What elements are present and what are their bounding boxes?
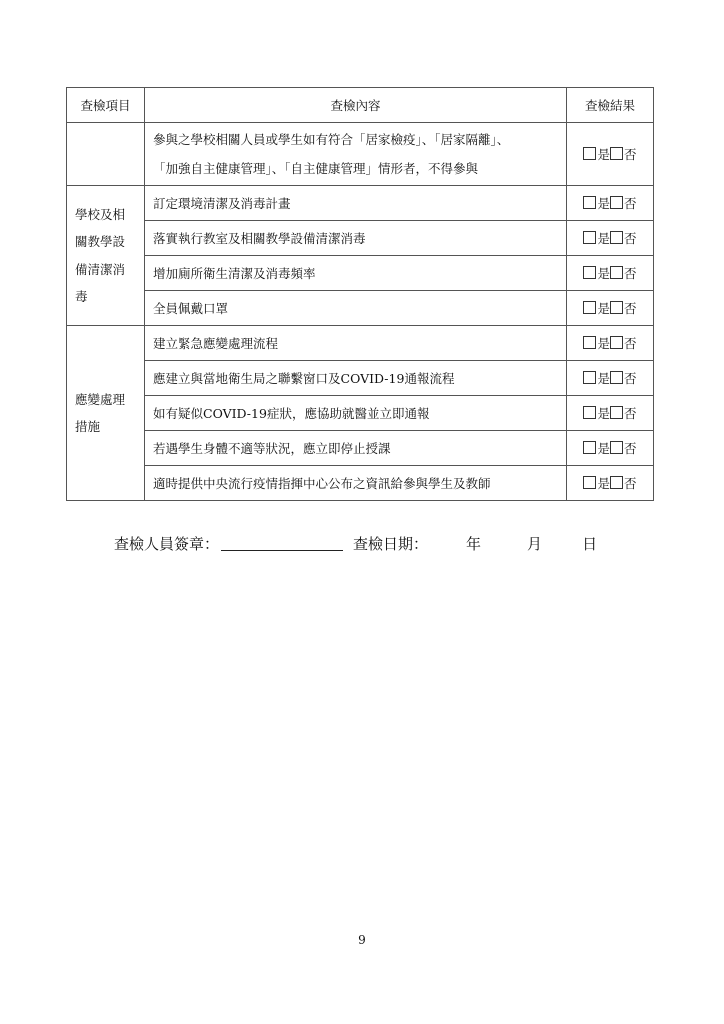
- no-label: 否: [624, 371, 637, 386]
- yes-checkbox[interactable]: [583, 266, 596, 279]
- result-cell: [567, 326, 654, 361]
- header-content: 查檢內容: [145, 88, 567, 123]
- content-cell: 落實執行教室及相關教學設備清潔消毒: [145, 221, 567, 256]
- yes-checkbox[interactable]: [583, 476, 596, 489]
- yes-label: 是: [597, 371, 610, 386]
- yes-label: 是: [597, 266, 610, 281]
- yes-label: 是: [597, 231, 610, 246]
- content-cell: 適時提供中央流行疫情指揮中心公布之資訊給參與學生及教師: [145, 466, 567, 501]
- yes-label: 是: [597, 476, 610, 491]
- yes-label: 是: [597, 336, 610, 351]
- content-cell: 增加廁所衛生清潔及消毒頻率: [145, 256, 567, 291]
- table-row: [67, 396, 654, 431]
- result-cell: [567, 221, 654, 256]
- year-label: 年: [466, 535, 482, 553]
- no-label: 否: [624, 147, 637, 162]
- table-header-row: [67, 88, 654, 123]
- item-line: 應變處理: [75, 391, 126, 407]
- no-label: 否: [624, 476, 637, 491]
- no-checkbox[interactable]: [610, 371, 623, 384]
- table-row: [67, 326, 654, 361]
- no-checkbox[interactable]: [610, 441, 623, 454]
- no-label: 否: [624, 196, 637, 211]
- yes-checkbox[interactable]: [583, 147, 596, 160]
- content-line: 「加強自主健康管理」、「自主健康管理」情形者，不得參與: [153, 161, 479, 176]
- no-checkbox[interactable]: [610, 196, 623, 209]
- no-label: 否: [624, 441, 637, 456]
- result-cell: [567, 186, 654, 221]
- item-line: 毒: [75, 289, 88, 304]
- item-cell-response: [67, 326, 145, 501]
- content-cell: 如有疑似COVID-19症狀，應協助就醫並立即通報: [145, 396, 567, 431]
- signature-field[interactable]: [221, 550, 343, 551]
- result-cell: [567, 466, 654, 501]
- content-cell: 應建立與當地衛生局之聯繫窗口及COVID-19通報流程: [145, 361, 567, 396]
- content-cell: 若遇學生身體不適等狀況，應立即停止授課: [145, 431, 567, 466]
- day-label: 日: [582, 535, 598, 553]
- table-row: [67, 256, 654, 291]
- no-label: 否: [624, 406, 637, 421]
- inspection-checklist-table: [66, 87, 654, 501]
- result-cell: [567, 431, 654, 466]
- yes-checkbox[interactable]: [583, 231, 596, 244]
- no-label: 否: [624, 266, 637, 281]
- page-number: 9: [358, 933, 366, 947]
- result-cell: [567, 256, 654, 291]
- result-cell: [567, 396, 654, 431]
- yes-checkbox[interactable]: [583, 301, 596, 314]
- item-line: 措施: [75, 419, 101, 434]
- table-row: [67, 221, 654, 256]
- item-cell-cleaning: [67, 186, 145, 326]
- no-label: 否: [624, 301, 637, 316]
- table-row: [67, 123, 654, 186]
- item-line: 關教學設: [75, 234, 126, 249]
- yes-checkbox[interactable]: [583, 336, 596, 349]
- item-cell-empty: [67, 123, 145, 186]
- table-row: [67, 431, 654, 466]
- yes-checkbox[interactable]: [583, 371, 596, 384]
- result-cell: [567, 291, 654, 326]
- content-cell: 全員佩戴口罩: [145, 291, 567, 326]
- no-checkbox[interactable]: [610, 406, 623, 419]
- table-row: [67, 361, 654, 396]
- content-cell: 建立緊急應變處理流程: [145, 326, 567, 361]
- content-cell: 訂定環境清潔及消毒計畫: [145, 186, 567, 221]
- content-cell: [145, 123, 567, 186]
- header-item: 查檢項目: [67, 88, 145, 123]
- date-label: 查檢日期：: [353, 535, 429, 553]
- inspector-label: 查檢人員簽章：: [114, 535, 220, 553]
- yes-label: 是: [597, 301, 610, 316]
- content-line: 參與之學校相關人員或學生如有符合「居家檢疫」、「居家隔離」、: [153, 131, 510, 147]
- table-row: [67, 466, 654, 501]
- table-row: [67, 186, 654, 221]
- table-row: [67, 291, 654, 326]
- result-cell: [567, 361, 654, 396]
- item-line: 備清潔消: [75, 261, 126, 277]
- no-label: 否: [624, 336, 637, 351]
- no-checkbox[interactable]: [610, 147, 623, 160]
- no-checkbox[interactable]: [610, 336, 623, 349]
- header-result: 查檢結果: [567, 88, 654, 123]
- no-label: 否: [624, 231, 637, 246]
- item-line: 學校及相: [75, 206, 126, 222]
- no-checkbox[interactable]: [610, 231, 623, 244]
- result-cell: [567, 123, 654, 186]
- signature-line: [114, 533, 597, 554]
- yes-checkbox[interactable]: [583, 406, 596, 419]
- yes-label: 是: [597, 406, 610, 421]
- no-checkbox[interactable]: [610, 301, 623, 314]
- yes-checkbox[interactable]: [583, 196, 596, 209]
- month-label: 月: [527, 535, 543, 553]
- yes-label: 是: [597, 147, 610, 162]
- yes-checkbox[interactable]: [583, 441, 596, 454]
- no-checkbox[interactable]: [610, 266, 623, 279]
- no-checkbox[interactable]: [610, 476, 623, 489]
- yes-label: 是: [597, 441, 610, 456]
- yes-label: 是: [597, 196, 610, 211]
